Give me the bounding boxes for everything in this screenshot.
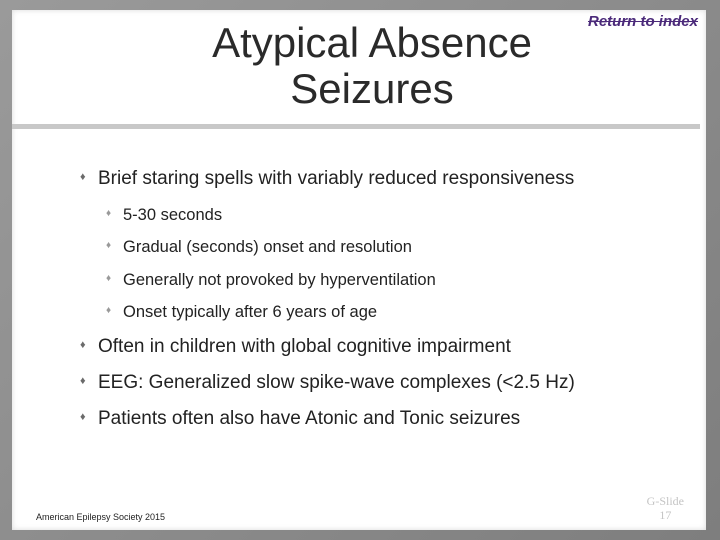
bullet-marker-icon: ♦ <box>80 339 86 351</box>
title-divider <box>12 124 700 129</box>
return-to-index-link[interactable]: Return to index <box>587 13 698 30</box>
footer-credit: American Epilepsy Society 2015 <box>36 512 166 522</box>
bullet-text: Patients often also have Atonic and Tonic seizures <box>98 408 521 429</box>
bullet-text: Brief staring spells with variably reduced responsiveness <box>98 168 575 189</box>
sub-bullet-text: 5-30 seconds <box>123 206 223 224</box>
bullet-item <box>80 336 511 358</box>
bullet-text: EEG: Generalized slow spike-wave complexes (<2.5 Hz) <box>98 372 575 393</box>
bullet-item <box>80 372 575 394</box>
bullet-item <box>80 408 521 430</box>
slide-title-line1: Atypical Absence <box>212 19 532 66</box>
slide <box>12 10 706 530</box>
sub-bullet-item <box>106 303 378 322</box>
bullet-marker-icon: ♦ <box>80 171 86 183</box>
sub-bullet-marker-icon: ♦ <box>106 208 112 219</box>
sub-bullet-marker-icon: ♦ <box>106 305 112 316</box>
slide-number-line2: 17 <box>659 508 672 522</box>
bullet-marker-icon: ♦ <box>80 411 86 423</box>
sub-bullet-item <box>106 206 223 225</box>
sub-bullet-item <box>106 238 412 257</box>
slide-title <box>162 20 582 112</box>
sub-bullet-marker-icon: ♦ <box>106 240 112 251</box>
slide-number <box>647 494 684 522</box>
bullet-item <box>80 168 575 190</box>
sub-bullet-text: Generally not provoked by hyperventilation <box>123 271 436 289</box>
sub-bullet-text: Onset typically after 6 years of age <box>123 303 378 321</box>
slide-number-line1: G-Slide <box>646 494 684 508</box>
sub-bullet-text: Gradual (seconds) onset and resolution <box>123 238 412 256</box>
sub-bullet-item <box>106 271 436 290</box>
sub-bullet-marker-icon: ♦ <box>106 273 112 284</box>
bullet-text: Often in children with global cognitive impairment <box>98 336 511 357</box>
slide-title-line2: Seizures <box>290 65 454 112</box>
bullet-marker-icon: ♦ <box>80 375 86 387</box>
